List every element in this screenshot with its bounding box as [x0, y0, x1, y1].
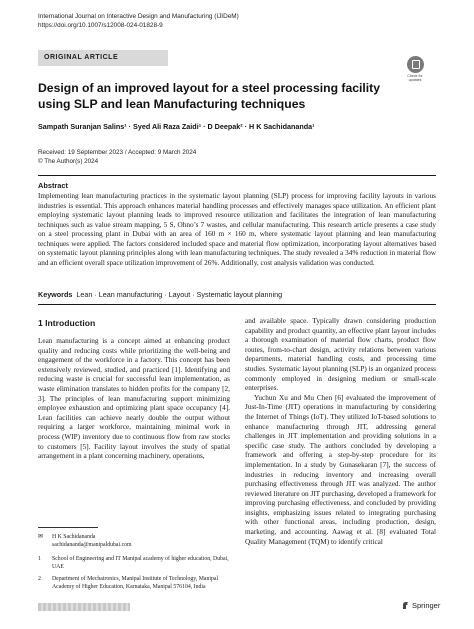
- right-column: [245, 317, 436, 547]
- keywords-label: Keywords: [38, 290, 73, 299]
- left-column: [38, 337, 230, 462]
- springer-horse-icon: [402, 601, 409, 610]
- paragraph: Lean manufacturing is a concept aimed at enhancing product quality and reducing costs while prioritizing the well-being and engagement of the workforce in a factory. This concept has been extensively reviewed, studied, and practiced [1]. Identifying and reducing waste is crucial for successful lean implementation, as waste elimination translates to hidden profits for the company [2, 3]. The principles of lean manufacturing support minimizing employee exhaustion and optimizing plant space occupancy [4]. Lean facilities can achieve nearly double the output without requiring a larger workforce, maintaining minimal work in process (WIP) inventory due to continuous flow from raw stocks to customers [5]. Facility layout involves the study of spatial arrangement in a plant concerning machinery, operations,: [38, 337, 230, 461]
- paragraph: Yuchun Xu and Mu Chen [6] evaluated the improvement of Just-In-Time (JIT) operations in manufacturing by considering the Internet of Things (IoT). They utilized IoT-based solutions to enhance manufacturing through JIT, addressing general challenges in JIT implementation and providing solutions in a specific case study. The authors concluded by developing a framework and offering a step-by-step procedure for its implementation. In a study by Gunasekaran [7], the success of industries in reducing inventory and increasing overall purchasing effectiveness through JIT was analyzed. The author reviewed literature on JIT purchasing, developed a framework for improving purchasing effectiveness, and concluded by providing insights, emphasizing issues related to integrating purchasing with other functional areas, including production, design, marketing, and accounting. Aawag et al. [8] evaluated Total Quality Management (TQM) to identify critical: [245, 393, 436, 546]
- affiliation-2: [38, 576, 230, 591]
- keywords-list: Lean · Lean manufacturing · Layout · Systematic layout planning: [76, 290, 283, 299]
- corr-name: H K Sachidananda: [52, 534, 96, 540]
- paragraph: and available space. Typically drawn considering production capability and product quantity, an effective plant layout includes a thorough examination of material flow charts, product flow routes, from-to-chart design, activity relations between various departments, material handling costs, and processing time studies. Systematic layout planning (SLP) is an organized process commonly employed in designing medium or small-scale enterprises.: [245, 317, 436, 393]
- publisher-name: Springer: [412, 601, 441, 610]
- aff-number: 1: [38, 556, 41, 562]
- footer-barcode-strip: [38, 603, 130, 611]
- received-accepted: Received: 19 September 2023 / Accepted: 9 March 2024: [38, 149, 197, 156]
- abstract-body: Implementing lean manufacturing practices in the systematic layout planning (SLP) process for improving facility layouts in various industries is essential. This approach enhances material handling processes and effectively manages space utilization. An efficient plant employing systematic layout planning leads to improved resource utilization and facilitates the integration of lean manufacturing techniques such as value stream mapping, 5 S, Ohno’s 7 wastes, and cellular manufacturing. This research article presents a case study on a steel processing plant in Dubai with an area of 160 m × 160 m, where systematic layout planning and lean manufacturing techniques were applied. The factors considered included space and material flow optimization, incorporating layout alternatives based on systematic layout planning principles along with lean manufacturing techniques. The study revealed a 34% reduction in material flow and an efficient overall space utilization improvement of 26%. Additionally, cost analysis validation was conducted.: [38, 192, 436, 267]
- paper-title: Design of an improved layout for a steel processing facility using SLP and lean Manufacturing techniques: [38, 81, 381, 111]
- section-heading: 1 Introduction: [38, 318, 96, 328]
- keywords: [38, 290, 282, 299]
- article-type-tag: ORIGINAL ARTICLE: [38, 50, 168, 66]
- journal-header: [38, 12, 239, 30]
- affiliation-1: [38, 556, 230, 571]
- corresponding-author: [38, 534, 230, 549]
- check-for-updates-badge[interactable]: [402, 56, 428, 84]
- publisher-logo: [402, 601, 440, 610]
- aff-text: School of Engineering and IT Manipal academy of higher education, Dubai, UAE: [52, 556, 229, 570]
- badge-label: Check for updates: [407, 74, 423, 82]
- abstract-heading: Abstract: [38, 181, 68, 190]
- author-list: Sampath Suranjan Salins¹ · Syed Ali Raza Zaidi¹ · D Deepak² · H K Sachidananda¹: [38, 122, 315, 131]
- publication-dates: [38, 148, 196, 166]
- copyright: © The Author(s) 2024: [38, 158, 99, 165]
- divider: [38, 304, 436, 305]
- footnote-divider: [38, 527, 98, 528]
- corr-email[interactable]: sachidananda@manipaldubai.com: [52, 541, 132, 548]
- envelope-icon: ✉: [38, 534, 43, 540]
- doi-link[interactable]: https://doi.org/10.1007/s12008-024-01828-9: [38, 22, 163, 29]
- journal-name: International Journal on Interactive Design and Manufacturing (IJIDeM): [38, 13, 239, 20]
- aff-text: Department of Mechatronics, Manipal Institute of Technology, Manipal Academy of Higher Education, Karnataka, Manipal 576104, India: [52, 576, 219, 590]
- aff-number: 2: [38, 576, 41, 582]
- bookmark-icon: [407, 56, 424, 73]
- divider: [38, 175, 436, 176]
